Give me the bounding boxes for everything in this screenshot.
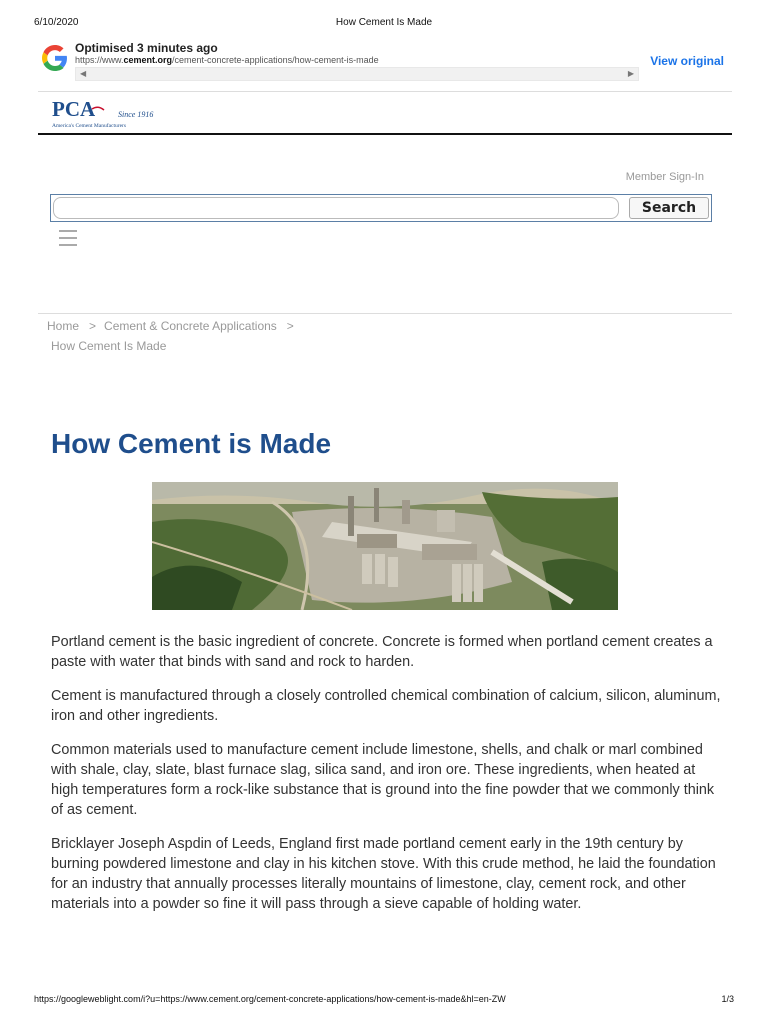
breadcrumb-separator: >	[89, 319, 97, 333]
article-paragraph: Common materials used to manufacture cement include limestone, shells, and chalk or marl combined with shale, clay, slate, blast furnace slag, silica sand, and iron ore. These ingredients, when heated at high temperatures form a rock-like substance that is ground into the fine powder that we commonly think of as cement.	[51, 742, 715, 818]
breadcrumb	[47, 319, 302, 333]
article-paragraph: Portland cement is the basic ingredient of concrete. Concrete is formed when portland cement creates a paste with water that binds with sand and rock to harden.	[51, 634, 713, 670]
article-body	[51, 632, 723, 928]
member-sign-in-link[interactable]: Member Sign-In	[625, 171, 704, 183]
svg-text:America's Cement Manufacturers: America's Cement Manufacturers	[52, 123, 126, 129]
article-paragraph: Bricklayer Joseph Aspdin of Leeds, England first made portland cement early in the 19th century by burning powdered limestone and clay in his kitchen stove. With this crude method, he laid the foundation for an industry that annually processes literally mountains of limestone, clay, cement rock, and other materials into a powder so fine it will pass through a sieve capable of holding water.	[51, 836, 716, 912]
optimised-label: Optimised 3 minutes ago	[75, 41, 218, 55]
cement-plant-aerial-image	[152, 482, 618, 610]
google-g-icon	[42, 45, 68, 71]
scroll-left-icon[interactable]: ◀	[80, 69, 87, 78]
print-footer-url: https://googleweblight.com/i?u=https://www.cement.org/cement-concrete-applications/how-cement-is-made&hl=en-ZW	[34, 994, 506, 1004]
weblight-bar	[38, 40, 732, 92]
search-input[interactable]	[53, 197, 619, 219]
print-page-number: 1/3	[721, 994, 734, 1004]
breadcrumb-separator: >	[286, 319, 294, 333]
pca-logo[interactable]	[52, 97, 172, 131]
print-date: 6/10/2020	[34, 17, 79, 28]
original-url[interactable]: https://www.cement.org/cement-concrete-applications/how-cement-is-made	[75, 55, 379, 65]
scroll-right-icon[interactable]: ▶	[627, 69, 634, 78]
breadcrumb-divider	[38, 313, 732, 314]
breadcrumb-applications[interactable]: Cement & Concrete Applications	[104, 319, 277, 333]
menu-icon[interactable]	[59, 230, 77, 246]
horizontal-scrollbar[interactable]	[75, 67, 639, 81]
view-original-link[interactable]: View original	[650, 54, 724, 68]
print-title: How Cement Is Made	[335, 17, 433, 28]
svg-text:PCA: PCA	[52, 97, 96, 121]
site-header	[38, 95, 732, 135]
print-footer	[34, 994, 734, 1004]
search-form	[50, 194, 712, 222]
page-title: How Cement is Made	[51, 428, 332, 459]
print-header	[0, 17, 768, 31]
breadcrumb-current: How Cement Is Made	[51, 339, 167, 353]
article-paragraph: Cement is manufactured through a closely controlled chemical combination of calcium, silicon, aluminum, iron and other ingredients.	[51, 688, 721, 724]
search-button[interactable]: Search	[629, 197, 709, 219]
svg-text:Since 1916: Since 1916	[118, 110, 154, 119]
breadcrumb-home[interactable]: Home	[47, 319, 80, 333]
